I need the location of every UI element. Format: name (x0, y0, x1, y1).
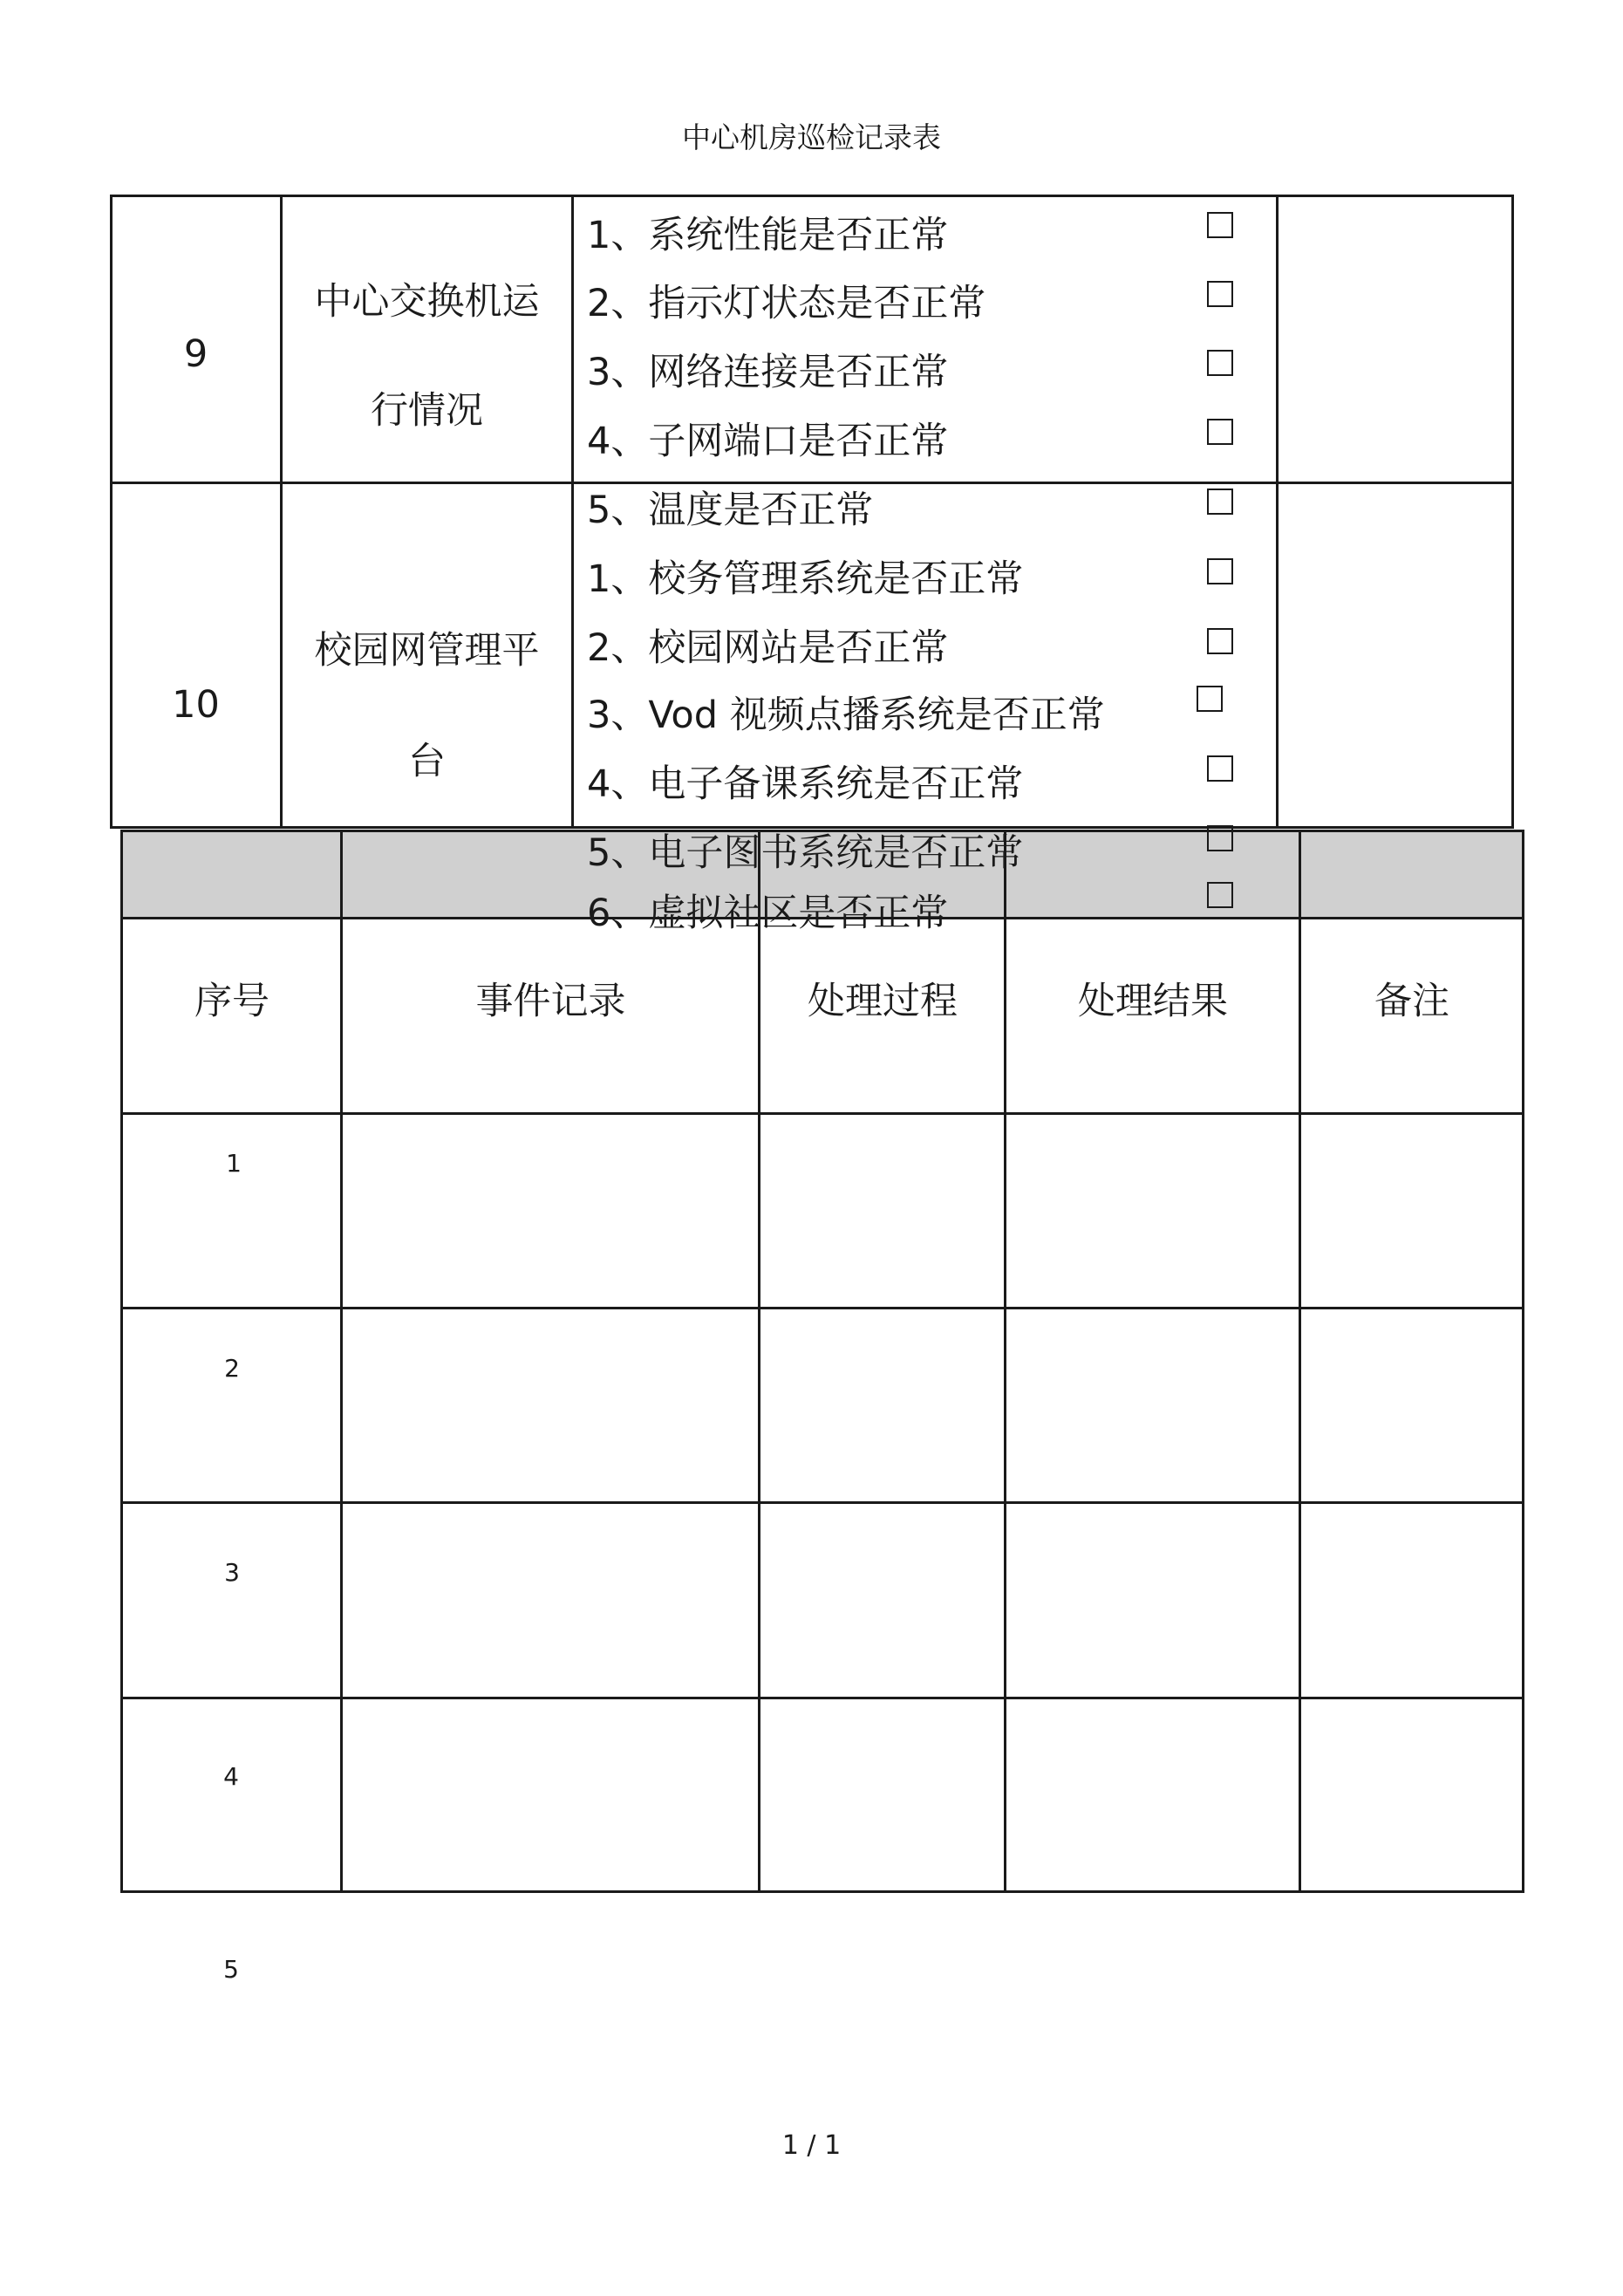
inspection-row-divider (111, 482, 1514, 484)
event-row-number: 1 (226, 1149, 242, 1178)
event-table-row-line (121, 1501, 1524, 1504)
checkbox[interactable] (1207, 489, 1233, 515)
header-handling-process: 处理过程 (808, 980, 958, 1023)
checkbox[interactable] (1207, 628, 1233, 654)
event-table-row-line (121, 1307, 1524, 1309)
checkbox[interactable] (1207, 350, 1233, 376)
event-row-number: 3 (224, 1558, 240, 1587)
header-remarks: 备注 (1374, 980, 1449, 1023)
checkbox[interactable] (1207, 281, 1233, 307)
check-item-label: 1、校务管理系统是否正常 (587, 557, 1024, 601)
inspection-table-top-border (111, 195, 1514, 197)
inspection-row-number: 10 (172, 683, 220, 727)
event-row-number: 5 (223, 1955, 239, 1984)
checkbox[interactable] (1207, 558, 1233, 584)
checkbox[interactable] (1207, 755, 1233, 782)
check-item-label: 3、网络连接是否正常 (587, 351, 949, 394)
check-item-label: 2、校园网站是否正常 (587, 626, 949, 670)
check-item-label: 1、系统性能是否正常 (587, 214, 949, 257)
check-item-label: 5、温度是否正常 (587, 489, 874, 532)
checkbox[interactable] (1207, 825, 1233, 851)
checkbox[interactable] (1207, 419, 1233, 445)
header-handling-result: 处理结果 (1078, 980, 1228, 1023)
header-event-record: 事件记录 (475, 980, 626, 1023)
inspection-item-name: 行情况 (371, 389, 483, 433)
event-table-bottom-border (121, 1890, 1524, 1893)
inspection-col-border (110, 195, 113, 829)
inspection-row-number: 9 (183, 332, 208, 376)
checkbox[interactable] (1207, 882, 1233, 908)
event-row-number: 4 (223, 1762, 239, 1791)
inspection-col-border (1511, 195, 1514, 829)
event-table-row-line (121, 1112, 1524, 1115)
check-item-label: 2、指示灯状态是否正常 (587, 282, 986, 325)
check-item-label: 4、子网端口是否正常 (587, 420, 949, 463)
checkbox[interactable] (1197, 686, 1223, 712)
inspection-item-name: 校园网管理平 (314, 629, 540, 673)
inspection-item-name: 中心交换机运 (314, 280, 540, 324)
check-item-label: 4、电子备课系统是否正常 (587, 762, 1024, 806)
check-item-label: 3、Vod 视频点播系统是否正常 (587, 694, 1105, 737)
inspection-col-border (571, 195, 574, 829)
page-title: 中心机房巡检记录表 (682, 120, 941, 154)
event-table-row-line (121, 1697, 1524, 1699)
header-serial-number: 序号 (194, 980, 269, 1023)
page-number: 1 / 1 (781, 2130, 842, 2161)
inspection-item-name: 台 (408, 740, 446, 783)
check-item-label: 5、电子图书系统是否正常 (587, 831, 1024, 875)
event-row-number: 2 (224, 1354, 240, 1383)
inspection-col-border (1276, 195, 1279, 829)
checkbox[interactable] (1207, 212, 1233, 238)
check-item-label: 6、虚拟社区是否正常 (587, 892, 949, 935)
